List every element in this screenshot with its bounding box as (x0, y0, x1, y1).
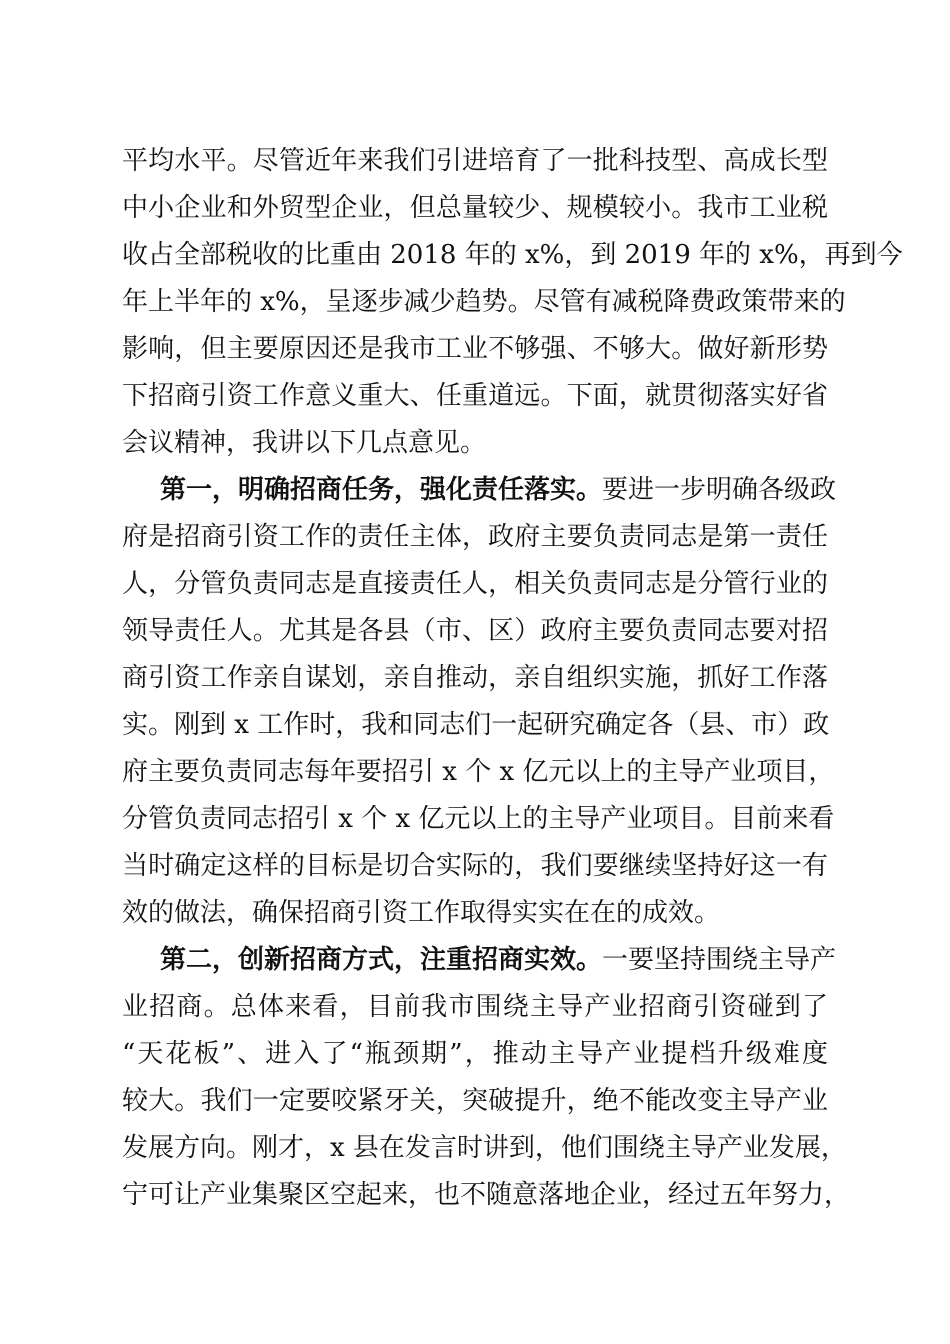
text-line: 中小企业和外贸型企业，但总量较少、规模较小。我市工业税 (122, 193, 828, 223)
text-line: 年上半年的 x%，呈逐步减少趋势。尽管有减税降费政策带来的 (122, 287, 846, 317)
text-line: 平均水平。尽管近年来我们引进培育了一批科技型、高成长型 (122, 146, 828, 176)
text-run: 要进一步明确各级政 (602, 475, 837, 505)
text-line: 较大。我们一定要咬紧牙关，突破提升，绝不能改变主导产业 (122, 1086, 828, 1116)
text-run: 一要坚持围绕主导产 (602, 945, 837, 975)
text-line: 当时确定这样的目标是切合实际的，我们要继续坚持好这一有 (122, 851, 828, 881)
section-heading: 第一，明确招商任务，强化责任落实。 (160, 475, 603, 505)
text-line: 人，分管负责同志是直接责任人，相关负责同志是分管行业的 (122, 569, 828, 599)
text-line: 实。刚到 x 工作时，我和同志们一起研究确定各（县、市）政 (122, 710, 830, 740)
text-line: “天花板”、进入了“瓶颈期”，推动主导产业提档升级难度 (122, 1039, 828, 1069)
text-line: 宁可让产业集聚区空起来，也不随意落地企业，经过五年努力， (122, 1180, 851, 1210)
text-line: 府是招商引资工作的责任主体，政府主要负责同志是第一责任 (122, 522, 828, 552)
text-line: 商引资工作亲自谋划，亲自推动，亲自组织实施，抓好工作落 (122, 663, 828, 693)
text-line: 分管负责同志招引 x 个 x 亿元以上的主导产业项目。目前来看 (122, 804, 835, 834)
text-line: 下招商引资工作意义重大、任重道远。下面，就贯彻落实好省 (122, 381, 828, 411)
paragraph-1-first-line (160, 470, 837, 510)
text-line: 领导责任人。尤其是各县（市、区）政府主要负责同志要对招 (122, 616, 828, 646)
text-line: 影响，但主要原因还是我市工业不够强、不够大。做好新形势 (122, 334, 828, 364)
text-line: 府主要负责同志每年要招引 x 个 x 亿元以上的主导产业项目， (122, 757, 835, 787)
section-heading: 第二，创新招商方式，注重招商实效。 (160, 945, 603, 975)
text-line: 会议精神，我讲以下几点意见。 (122, 428, 487, 458)
text-line: 收占全部税收的比重由 2018 年的 x%，到 2019 年的 x%，再到今 (122, 240, 903, 270)
paragraph-2-first-line (160, 940, 837, 980)
text-line: 发展方向。刚才，x 县在发言时讲到，他们围绕主导产业发展， (122, 1133, 847, 1163)
text-line: 效的做法，确保招商引资工作取得实实在在的成效。 (122, 898, 721, 928)
text-line: 业招商。总体来看，目前我市围绕主导产业招商引资碰到了 (122, 992, 828, 1022)
